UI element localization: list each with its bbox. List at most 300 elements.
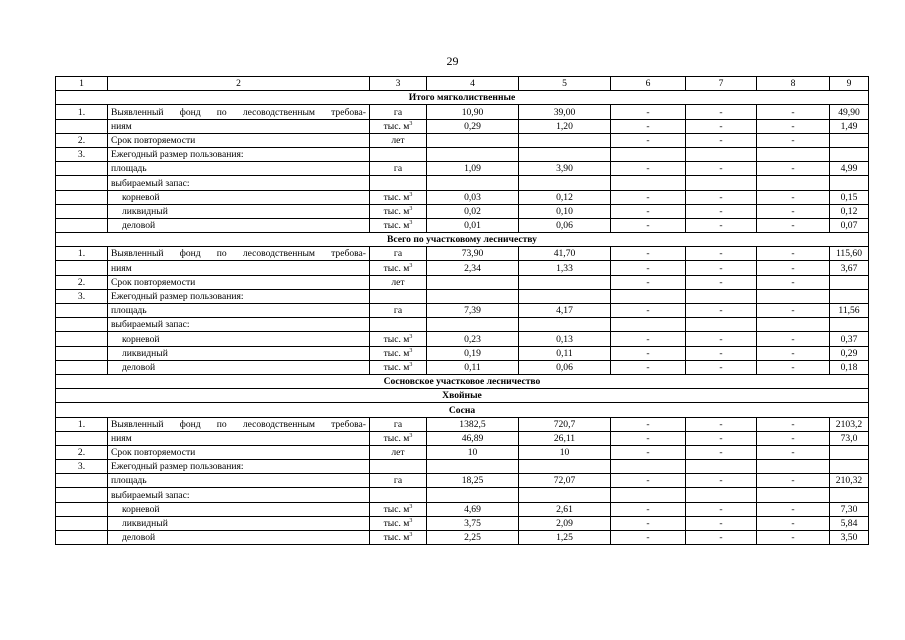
value-col-4: 18,25 xyxy=(427,474,519,488)
value-col-9: 0,07 xyxy=(830,218,869,232)
row-unit xyxy=(370,176,427,190)
value-col-7: - xyxy=(686,304,757,318)
table-row xyxy=(56,261,869,275)
value-col-8: - xyxy=(757,247,830,261)
value-col-6: - xyxy=(611,247,686,261)
value-col-9: 0,15 xyxy=(830,190,869,204)
row-unit xyxy=(370,431,427,445)
value-col-6 xyxy=(611,460,686,474)
value-col-7: - xyxy=(686,162,757,176)
row-number xyxy=(56,531,108,545)
unit-text: тыс. м xyxy=(383,518,410,529)
row-description: корневой xyxy=(108,502,370,516)
column-header: 2 xyxy=(108,77,370,91)
value-col-9: 0,18 xyxy=(830,360,869,374)
column-header: 9 xyxy=(830,77,869,91)
row-description: площадь xyxy=(108,474,370,488)
value-col-7: - xyxy=(686,332,757,346)
row-description: Выявленный фонд по лесоводственным требова- xyxy=(108,247,370,261)
value-col-8 xyxy=(757,176,830,190)
value-col-6: - xyxy=(611,261,686,275)
value-col-8 xyxy=(757,460,830,474)
unit-superscript: 3 xyxy=(409,205,413,212)
row-unit xyxy=(370,346,427,360)
table-row xyxy=(56,162,869,176)
row-description: Выявленный фонд по лесоводственным требова- xyxy=(108,105,370,119)
row-number: 3. xyxy=(56,289,108,303)
value-col-4 xyxy=(427,460,519,474)
value-col-5 xyxy=(519,460,611,474)
value-col-4: 0,11 xyxy=(427,360,519,374)
row-unit: га xyxy=(370,474,427,488)
value-col-4 xyxy=(427,176,519,190)
column-header: 5 xyxy=(519,77,611,91)
value-col-6: - xyxy=(611,445,686,459)
value-col-9: 7,30 xyxy=(830,502,869,516)
value-col-8 xyxy=(757,289,830,303)
value-col-8: - xyxy=(757,304,830,318)
row-description: площадь xyxy=(108,162,370,176)
value-col-9 xyxy=(830,318,869,332)
row-unit: га xyxy=(370,417,427,431)
row-number xyxy=(56,488,108,502)
row-unit xyxy=(370,531,427,545)
table-row xyxy=(56,502,869,516)
table-row xyxy=(56,190,869,204)
value-col-4: 73,90 xyxy=(427,247,519,261)
section-row xyxy=(56,91,869,105)
value-col-7: - xyxy=(686,502,757,516)
value-col-5 xyxy=(519,318,611,332)
value-col-7: - xyxy=(686,218,757,232)
value-col-5: 0,11 xyxy=(519,346,611,360)
row-unit xyxy=(370,218,427,232)
value-col-4: 2,34 xyxy=(427,261,519,275)
value-col-5: 720,7 xyxy=(519,417,611,431)
value-col-4: 2,25 xyxy=(427,531,519,545)
value-col-8: - xyxy=(757,332,830,346)
table-row xyxy=(56,460,869,474)
value-col-8: - xyxy=(757,360,830,374)
value-col-7: - xyxy=(686,204,757,218)
row-number: 1. xyxy=(56,417,108,431)
row-number: 2. xyxy=(56,275,108,289)
table-row xyxy=(56,346,869,360)
value-col-7: - xyxy=(686,360,757,374)
value-col-5: 1,33 xyxy=(519,261,611,275)
section-row xyxy=(56,374,869,388)
value-col-8: - xyxy=(757,474,830,488)
value-col-6: - xyxy=(611,332,686,346)
row-description: ликвидный xyxy=(108,204,370,218)
value-col-8: - xyxy=(757,261,830,275)
value-col-5: 3,90 xyxy=(519,162,611,176)
value-col-6 xyxy=(611,289,686,303)
row-description: Срок повторяемости xyxy=(108,445,370,459)
value-col-8: - xyxy=(757,162,830,176)
table-row xyxy=(56,247,869,261)
forest-use-table xyxy=(55,76,869,545)
value-col-7 xyxy=(686,176,757,190)
value-col-6: - xyxy=(611,431,686,445)
value-col-7: - xyxy=(686,105,757,119)
row-unit: га xyxy=(370,247,427,261)
value-col-9 xyxy=(830,147,869,161)
table-row xyxy=(56,516,869,530)
unit-superscript: 3 xyxy=(409,120,413,127)
value-col-4: 1382,5 xyxy=(427,417,519,431)
value-col-4: 0,23 xyxy=(427,332,519,346)
table-row xyxy=(56,417,869,431)
value-col-9 xyxy=(830,176,869,190)
row-number: 3. xyxy=(56,460,108,474)
unit-text: тыс. м xyxy=(383,262,410,274)
value-col-6 xyxy=(611,488,686,502)
value-col-6: - xyxy=(611,133,686,147)
column-header: 4 xyxy=(427,77,519,91)
section-title: Хвойные xyxy=(56,389,869,403)
row-number xyxy=(56,360,108,374)
value-col-8: - xyxy=(757,119,830,133)
value-col-9: 5,84 xyxy=(830,516,869,530)
value-col-4: 10,90 xyxy=(427,105,519,119)
row-number xyxy=(56,516,108,530)
table-row xyxy=(56,360,869,374)
table-row xyxy=(56,289,869,303)
header-row xyxy=(56,77,869,91)
row-description: выбираемый запас: xyxy=(108,318,370,332)
row-description: деловой xyxy=(108,360,370,374)
row-unit xyxy=(370,460,427,474)
value-col-6: - xyxy=(611,516,686,530)
value-col-9 xyxy=(830,488,869,502)
unit-superscript: 3 xyxy=(409,503,413,510)
table-row xyxy=(56,431,869,445)
value-col-7: - xyxy=(686,133,757,147)
row-description: корневой xyxy=(108,190,370,204)
value-col-6: - xyxy=(611,204,686,218)
row-description: выбираемый запас: xyxy=(108,488,370,502)
value-col-9: 0,37 xyxy=(830,332,869,346)
value-col-7 xyxy=(686,289,757,303)
value-col-8: - xyxy=(757,417,830,431)
table-row xyxy=(56,318,869,332)
row-unit xyxy=(370,488,427,502)
value-col-4 xyxy=(427,275,519,289)
row-unit: га xyxy=(370,304,427,318)
value-col-5: 41,70 xyxy=(519,247,611,261)
value-col-8 xyxy=(757,318,830,332)
row-number xyxy=(56,218,108,232)
value-col-6: - xyxy=(611,105,686,119)
value-col-5: 0,12 xyxy=(519,190,611,204)
value-col-7: - xyxy=(686,417,757,431)
value-col-6: - xyxy=(611,531,686,545)
row-description: Ежегодный размер пользования: xyxy=(108,289,370,303)
value-col-5: 10 xyxy=(519,445,611,459)
value-col-5 xyxy=(519,176,611,190)
row-unit: га xyxy=(370,162,427,176)
section-title: Сосновское участковое лесничество xyxy=(56,374,869,388)
unit-text: тыс. м xyxy=(383,205,410,217)
value-col-8: - xyxy=(757,516,830,530)
value-col-6: - xyxy=(611,304,686,318)
value-col-7: - xyxy=(686,247,757,261)
value-col-6 xyxy=(611,147,686,161)
value-col-4: 0,19 xyxy=(427,346,519,360)
unit-text: тыс. м xyxy=(383,347,410,359)
value-col-6: - xyxy=(611,162,686,176)
table-row xyxy=(56,474,869,488)
value-col-9: 115,60 xyxy=(830,247,869,261)
section-row xyxy=(56,233,869,247)
unit-text: тыс. м xyxy=(383,532,410,544)
unit-text: тыс. м xyxy=(383,361,410,373)
value-col-7: - xyxy=(686,275,757,289)
value-col-6: - xyxy=(611,417,686,431)
value-col-8: - xyxy=(757,133,830,147)
unit-text: тыс. м xyxy=(383,503,410,515)
row-unit xyxy=(370,261,427,275)
value-col-7: - xyxy=(686,119,757,133)
value-col-9: 1,49 xyxy=(830,119,869,133)
value-col-5: 26,11 xyxy=(519,431,611,445)
value-col-5: 1,25 xyxy=(519,531,611,545)
value-col-7: - xyxy=(686,474,757,488)
value-col-9: 73,0 xyxy=(830,431,869,445)
value-col-5: 0,10 xyxy=(519,204,611,218)
value-col-5: 72,07 xyxy=(519,474,611,488)
row-number xyxy=(56,261,108,275)
value-col-7: - xyxy=(686,431,757,445)
row-description: Срок повторяемости xyxy=(108,275,370,289)
value-col-6 xyxy=(611,176,686,190)
row-unit: лет xyxy=(370,133,427,147)
section-row xyxy=(56,389,869,403)
table-row xyxy=(56,133,869,147)
row-number xyxy=(56,332,108,346)
value-col-5: 0,13 xyxy=(519,332,611,346)
value-col-4 xyxy=(427,318,519,332)
value-col-9 xyxy=(830,289,869,303)
row-number xyxy=(56,190,108,204)
value-col-5 xyxy=(519,289,611,303)
value-col-5 xyxy=(519,488,611,502)
value-col-9: 2103,2 xyxy=(830,417,869,431)
value-col-7: - xyxy=(686,445,757,459)
page-number: 29 xyxy=(446,54,459,68)
column-header: 8 xyxy=(757,77,830,91)
value-col-5 xyxy=(519,275,611,289)
table-row xyxy=(56,531,869,545)
unit-superscript: 3 xyxy=(409,517,413,524)
row-unit xyxy=(370,318,427,332)
row-unit xyxy=(370,332,427,346)
unit-text: тыс. м xyxy=(383,333,410,345)
value-col-8: - xyxy=(757,275,830,289)
value-col-9: 49,90 xyxy=(830,105,869,119)
unit-text: тыс. м xyxy=(383,120,410,132)
row-number xyxy=(56,502,108,516)
value-col-8: - xyxy=(757,445,830,459)
row-unit xyxy=(370,119,427,133)
value-col-6: - xyxy=(611,119,686,133)
value-col-5: 0,06 xyxy=(519,218,611,232)
row-number xyxy=(56,474,108,488)
column-header: 6 xyxy=(611,77,686,91)
value-col-4: 3,75 xyxy=(427,516,519,530)
row-unit xyxy=(370,502,427,516)
unit-superscript: 3 xyxy=(409,262,413,269)
row-number xyxy=(56,162,108,176)
value-col-4 xyxy=(427,147,519,161)
row-description: Срок повторяемости xyxy=(108,133,370,147)
value-col-8: - xyxy=(757,105,830,119)
value-col-9: 11,56 xyxy=(830,304,869,318)
value-col-7 xyxy=(686,318,757,332)
section-title: Сосна xyxy=(56,403,869,417)
row-unit: лет xyxy=(370,275,427,289)
value-col-7: - xyxy=(686,346,757,360)
value-col-9: 3,50 xyxy=(830,531,869,545)
unit-superscript: 3 xyxy=(409,333,413,340)
column-header: 1 xyxy=(56,77,108,91)
value-col-9: 210,32 xyxy=(830,474,869,488)
section-title: Итого мягколиственные xyxy=(56,91,869,105)
unit-superscript: 3 xyxy=(409,432,413,439)
value-col-5: 2,61 xyxy=(519,502,611,516)
value-col-8: - xyxy=(757,218,830,232)
row-description: ликвидный xyxy=(108,346,370,360)
table-row xyxy=(56,176,869,190)
row-number xyxy=(56,318,108,332)
unit-text: тыс. м xyxy=(383,191,410,203)
value-col-6: - xyxy=(611,218,686,232)
row-number: 1. xyxy=(56,247,108,261)
value-col-9 xyxy=(830,275,869,289)
value-col-8: - xyxy=(757,531,830,545)
value-col-4: 10 xyxy=(427,445,519,459)
table-row xyxy=(56,275,869,289)
row-description: Выявленный фонд по лесоводственным требова- xyxy=(108,417,370,431)
value-col-9: 0,29 xyxy=(830,346,869,360)
unit-superscript: 3 xyxy=(409,219,413,226)
row-description: ниям xyxy=(108,261,370,275)
value-col-6: - xyxy=(611,346,686,360)
row-number xyxy=(56,304,108,318)
value-col-5: 0,06 xyxy=(519,360,611,374)
value-col-6: - xyxy=(611,474,686,488)
value-col-9: 0,12 xyxy=(830,204,869,218)
value-col-9 xyxy=(830,445,869,459)
value-col-4 xyxy=(427,289,519,303)
section-title: Всего по участковому лесничеству xyxy=(56,233,869,247)
table-row xyxy=(56,445,869,459)
unit-superscript: 3 xyxy=(409,532,413,538)
value-col-5 xyxy=(519,147,611,161)
value-col-4: 1,09 xyxy=(427,162,519,176)
table-row xyxy=(56,119,869,133)
value-col-4: 0,02 xyxy=(427,204,519,218)
table-row xyxy=(56,218,869,232)
value-col-8: - xyxy=(757,204,830,218)
table-row xyxy=(56,304,869,318)
table-body xyxy=(56,77,869,545)
value-col-5: 39,00 xyxy=(519,105,611,119)
table-row xyxy=(56,488,869,502)
value-col-9 xyxy=(830,133,869,147)
unit-superscript: 3 xyxy=(409,361,413,368)
unit-text: тыс. м xyxy=(383,432,410,444)
row-unit xyxy=(370,516,427,530)
value-col-7 xyxy=(686,147,757,161)
section-row xyxy=(56,403,869,417)
row-description: площадь xyxy=(108,304,370,318)
table-row xyxy=(56,147,869,161)
value-col-9: 4,99 xyxy=(830,162,869,176)
value-col-9 xyxy=(830,460,869,474)
value-col-6: - xyxy=(611,360,686,374)
row-description: ниям xyxy=(108,119,370,133)
value-col-7 xyxy=(686,460,757,474)
row-description: выбираемый запас: xyxy=(108,176,370,190)
row-unit: га xyxy=(370,105,427,119)
row-number xyxy=(56,176,108,190)
table-row xyxy=(56,204,869,218)
value-col-6: - xyxy=(611,190,686,204)
row-number: 3. xyxy=(56,147,108,161)
value-col-8: - xyxy=(757,431,830,445)
value-col-5: 4,17 xyxy=(519,304,611,318)
row-number xyxy=(56,119,108,133)
value-col-4: 46,89 xyxy=(427,431,519,445)
value-col-6: - xyxy=(611,275,686,289)
value-col-4: 0,03 xyxy=(427,190,519,204)
value-col-8: - xyxy=(757,190,830,204)
row-description: Ежегодный размер пользования: xyxy=(108,460,370,474)
row-unit xyxy=(370,190,427,204)
value-col-4: 7,39 xyxy=(427,304,519,318)
value-col-5: 2,09 xyxy=(519,516,611,530)
row-description: ниям xyxy=(108,431,370,445)
row-description: ликвидный xyxy=(108,516,370,530)
value-col-5: 1,20 xyxy=(519,119,611,133)
row-unit xyxy=(370,360,427,374)
row-unit: лет xyxy=(370,445,427,459)
unit-superscript: 3 xyxy=(409,347,413,354)
row-number: 1. xyxy=(56,105,108,119)
row-number: 2. xyxy=(56,445,108,459)
row-description: деловой xyxy=(108,218,370,232)
table-row xyxy=(56,332,869,346)
column-header: 7 xyxy=(686,77,757,91)
column-header: 3 xyxy=(370,77,427,91)
value-col-8 xyxy=(757,488,830,502)
value-col-8: - xyxy=(757,502,830,516)
value-col-7: - xyxy=(686,516,757,530)
value-col-8: - xyxy=(757,346,830,360)
value-col-4 xyxy=(427,488,519,502)
value-col-4 xyxy=(427,133,519,147)
row-unit xyxy=(370,289,427,303)
value-col-4: 4,69 xyxy=(427,502,519,516)
row-unit xyxy=(370,147,427,161)
row-number xyxy=(56,431,108,445)
table-row xyxy=(56,105,869,119)
value-col-7: - xyxy=(686,190,757,204)
value-col-7 xyxy=(686,488,757,502)
value-col-5 xyxy=(519,133,611,147)
